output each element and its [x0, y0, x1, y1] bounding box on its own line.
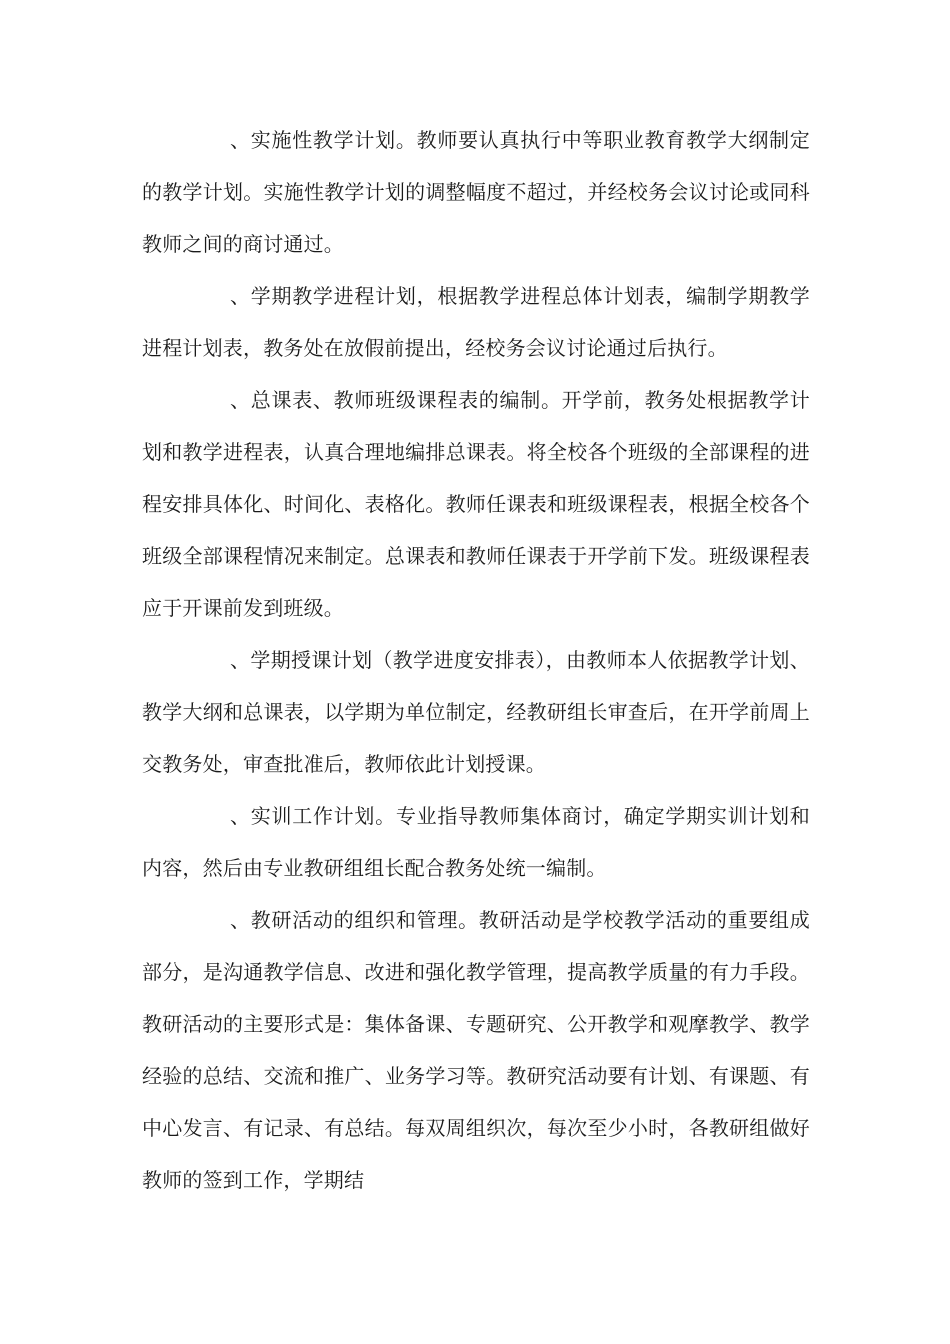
document-body: [142, 114, 810, 1206]
paragraph-timetable: 、总课表、教师班级课程表的编制。开学前，教务处根据教学计划和教学进程表，认真合理地编排总课表。将全校各个班级的全部课程的进程安排具体化、时间化、表格化。教师任课表和班级课程表，根据全校各个班级全部课程情况来制定。总课表和教师任课表于开学前下发。班级课程表应于开课前发到班级。: [142, 388, 810, 620]
paragraph-teaching-research: 、教研活动的组织和管理。教研活动是学校教学活动的重要组成部分，是沟通教学信息、改进和强化教学管理，提高教学质量的有力手段。教研活动的主要形式是：集体备课、专题研究、公开教学和观摩教学、教学经验的总结、交流和推广、业务学习等。教研究活动要有计划、有课题、有中心发言、有记录、有总结。每双周组织次，每次至少小时，各教研组做好教师的签到工作，学期结: [142, 908, 810, 1192]
paragraph-lecture-plan: 、学期授课计划（教学进度安排表），由教师本人依据教学计划、教学大纲和总课表，以学期为单位制定，经教研组长审查后，在开学前周上交教务处，审查批准后，教师依此计划授课。: [142, 648, 810, 776]
paragraph-semester-progress-plan: 、学期教学进程计划，根据教学进程总体计划表，编制学期教学进程计划表，教务处在放假前提出，经校务会议讨论通过后执行。: [142, 284, 810, 360]
paragraph-teaching-plan: 、实施性教学计划。教师要认真执行中等职业教育教学大纲制定的教学计划。实施性教学计划的调整幅度不超过，并经校务会议讨论或同科教师之间的商讨通过。: [142, 128, 810, 256]
paragraph-practical-training-plan: 、实训工作计划。专业指导教师集体商讨，确定学期实训计划和内容，然后由专业教研组组长配合教务处统一编制。: [142, 804, 810, 880]
